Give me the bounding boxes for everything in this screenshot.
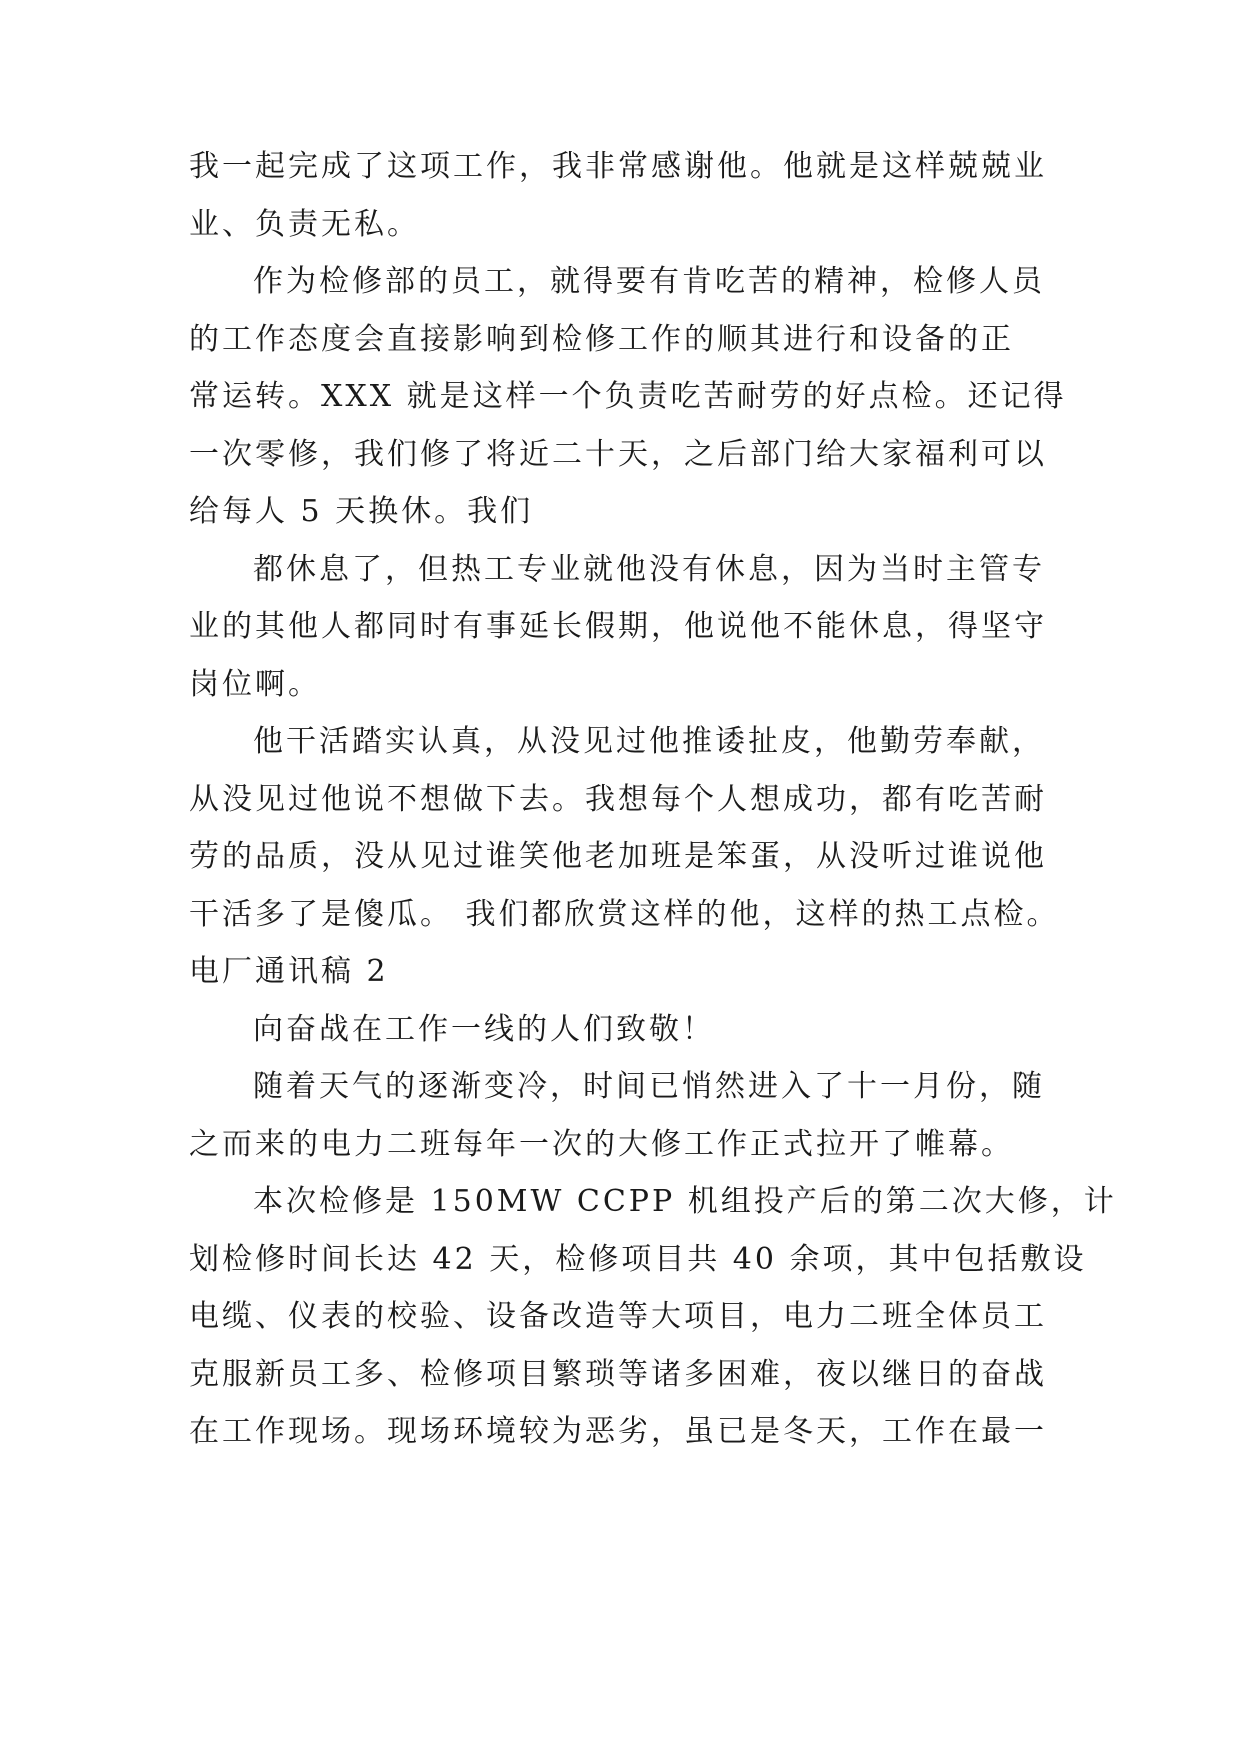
text-line: 我一起完成了这项工作，我非常感谢他。他就是这样兢兢业 (189, 149, 1047, 184)
text-line: 电缆、仪表的校验、设备改造等大项目，电力二班全体员工 (189, 1299, 1047, 1334)
text-line: 作为检修部的员工，就得要有肯吃苦的精神，检修人员 (253, 264, 1045, 299)
text-line: 业、负责无私。 (189, 206, 420, 242)
text-line: 的工作态度会直接影响到检修工作的顺其进行和设备的正 (189, 321, 1014, 357)
text-line: 划检修时间长达 42 天，检修项目共 40 余项，其中包括敷设 (189, 1241, 1087, 1277)
text-line: 他干活踏实认真，从没见过他推诿扯皮，他勤劳奉献， (253, 724, 1045, 759)
text-line: 给每人 5 天换休。我们 (189, 494, 534, 529)
text-line: 从没见过他说不想做下去。我想每个人想成功，都有吃苦耐 (189, 781, 1047, 817)
text-line: 常运转。XXX 就是这样一个负责吃苦耐劳的好点检。还记得 (189, 379, 1067, 414)
text-line: 都休息了，但热工专业就他没有休息，因为当时主管专 (253, 551, 1045, 587)
text-line: 岗位啊。 (189, 666, 321, 702)
text-line: 随着天气的逐渐变冷，时间已悄然进入了十一月份，随 (253, 1069, 1045, 1104)
text-line: 劳的品质，没从见过谁笑他老加班是笨蛋，从没听过谁说他 (189, 839, 1047, 874)
text-line: 之而来的电力二班每年一次的大修工作正式拉开了帷幕。 (189, 1126, 1014, 1162)
text-line: 一次零修，我们修了将近二十天，之后部门给大家福利可以 (189, 436, 1047, 472)
text-line: 克服新员工多、检修项目繁琐等诸多困难，夜以继日的奋战 (189, 1356, 1047, 1392)
text-line: 在工作现场。现场环境较为恶劣，虽已是冬天，工作在最一 (189, 1414, 1047, 1449)
section-heading: 电厂通讯稿 2 (189, 954, 389, 989)
text-line: 向奋战在工作一线的人们致敬！ (253, 1011, 715, 1047)
article-body-part1 (189, 138, 1067, 943)
text-line: 本次检修是 150MW CCPP 机组投产后的第二次大修，计 (253, 1184, 1117, 1219)
text-line: 业的其他人都同时有事延长假期，他说他不能休息，得坚守 (189, 609, 1047, 644)
text-line: 干活多了是傻瓜。 我们都欣赏这样的他，这样的热工点检。 (189, 896, 1060, 932)
article-body-part2 (189, 943, 1117, 1461)
